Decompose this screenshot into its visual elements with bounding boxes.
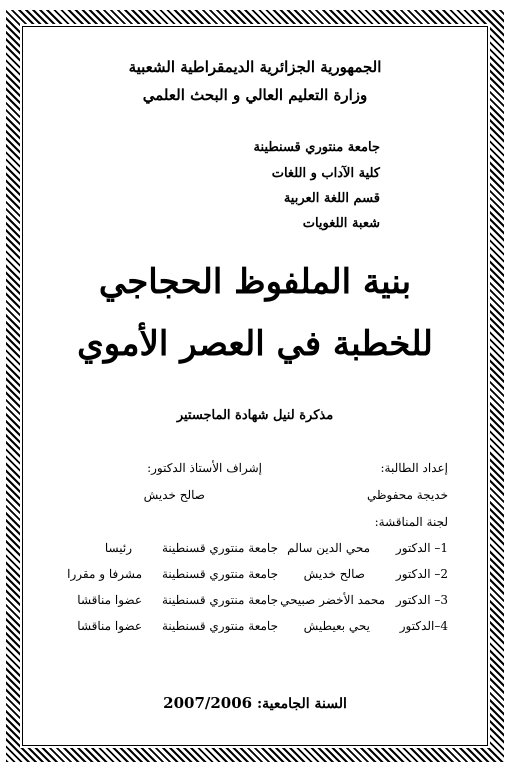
republic-heading: الجمهورية الجزائرية الديمقراطية الشعبية [128,58,382,76]
member-number: 3– الدكتور [395,593,448,607]
thesis-title-line1: بنية الملفوظ الحجاجي [98,262,412,302]
member-name: محي الدين سالم [287,541,370,555]
supervisor-label: إشراف الأستاذ الدكتور: [147,461,262,475]
university-name: جامعة منتوري قسنطينة [253,140,380,155]
academic-year-value: 2007/2006 [163,694,253,712]
member-university: جامعة منتوري قسنطينة [162,593,278,607]
member-name: صالح خديش [303,567,365,581]
ministry-heading: وزارة التعليم العالي و البحث العلمي [142,86,368,104]
thesis-title-line2: للخطبة في العصر الأموي [77,324,433,364]
member-role: عضوا مناقشا [77,619,142,633]
department-name: قسم اللغة العربية [283,191,380,206]
member-university: جامعة منتوري قسنطينة [162,619,278,633]
member-number: 2– الدكتور [395,567,448,581]
student-label: إعداد الطالبة: [380,461,448,475]
member-number: 4–الدكتور [399,619,448,633]
member-university: جامعة منتوري قسنطينة [162,567,278,581]
branch-name: شعبة اللغويات [302,216,380,231]
member-university: جامعة منتوري قسنطينة [162,541,278,555]
faculty-name: كلية الآداب و اللغات [271,166,380,181]
academic-year-label: السنة الجامعية: [257,696,347,712]
thesis-subtitle: مذكرة لنيل شهادة الماجستير [176,408,334,423]
member-role: مشرفا و مقررا [67,567,142,581]
member-role: عضوا مناقشا [77,593,142,607]
member-name: محمد الأخضر صبيحي [280,593,385,607]
academic-year [0,694,510,712]
member-number: 1– الدكتور [395,541,448,555]
committee-label: لجنة المناقشة: [374,515,448,529]
member-name: يحي بعيطيش [303,619,370,633]
supervisor-name: صالح خديش [143,488,205,502]
member-role: رئيسا [104,541,132,555]
student-name: خديجة محفوظي [366,488,448,502]
